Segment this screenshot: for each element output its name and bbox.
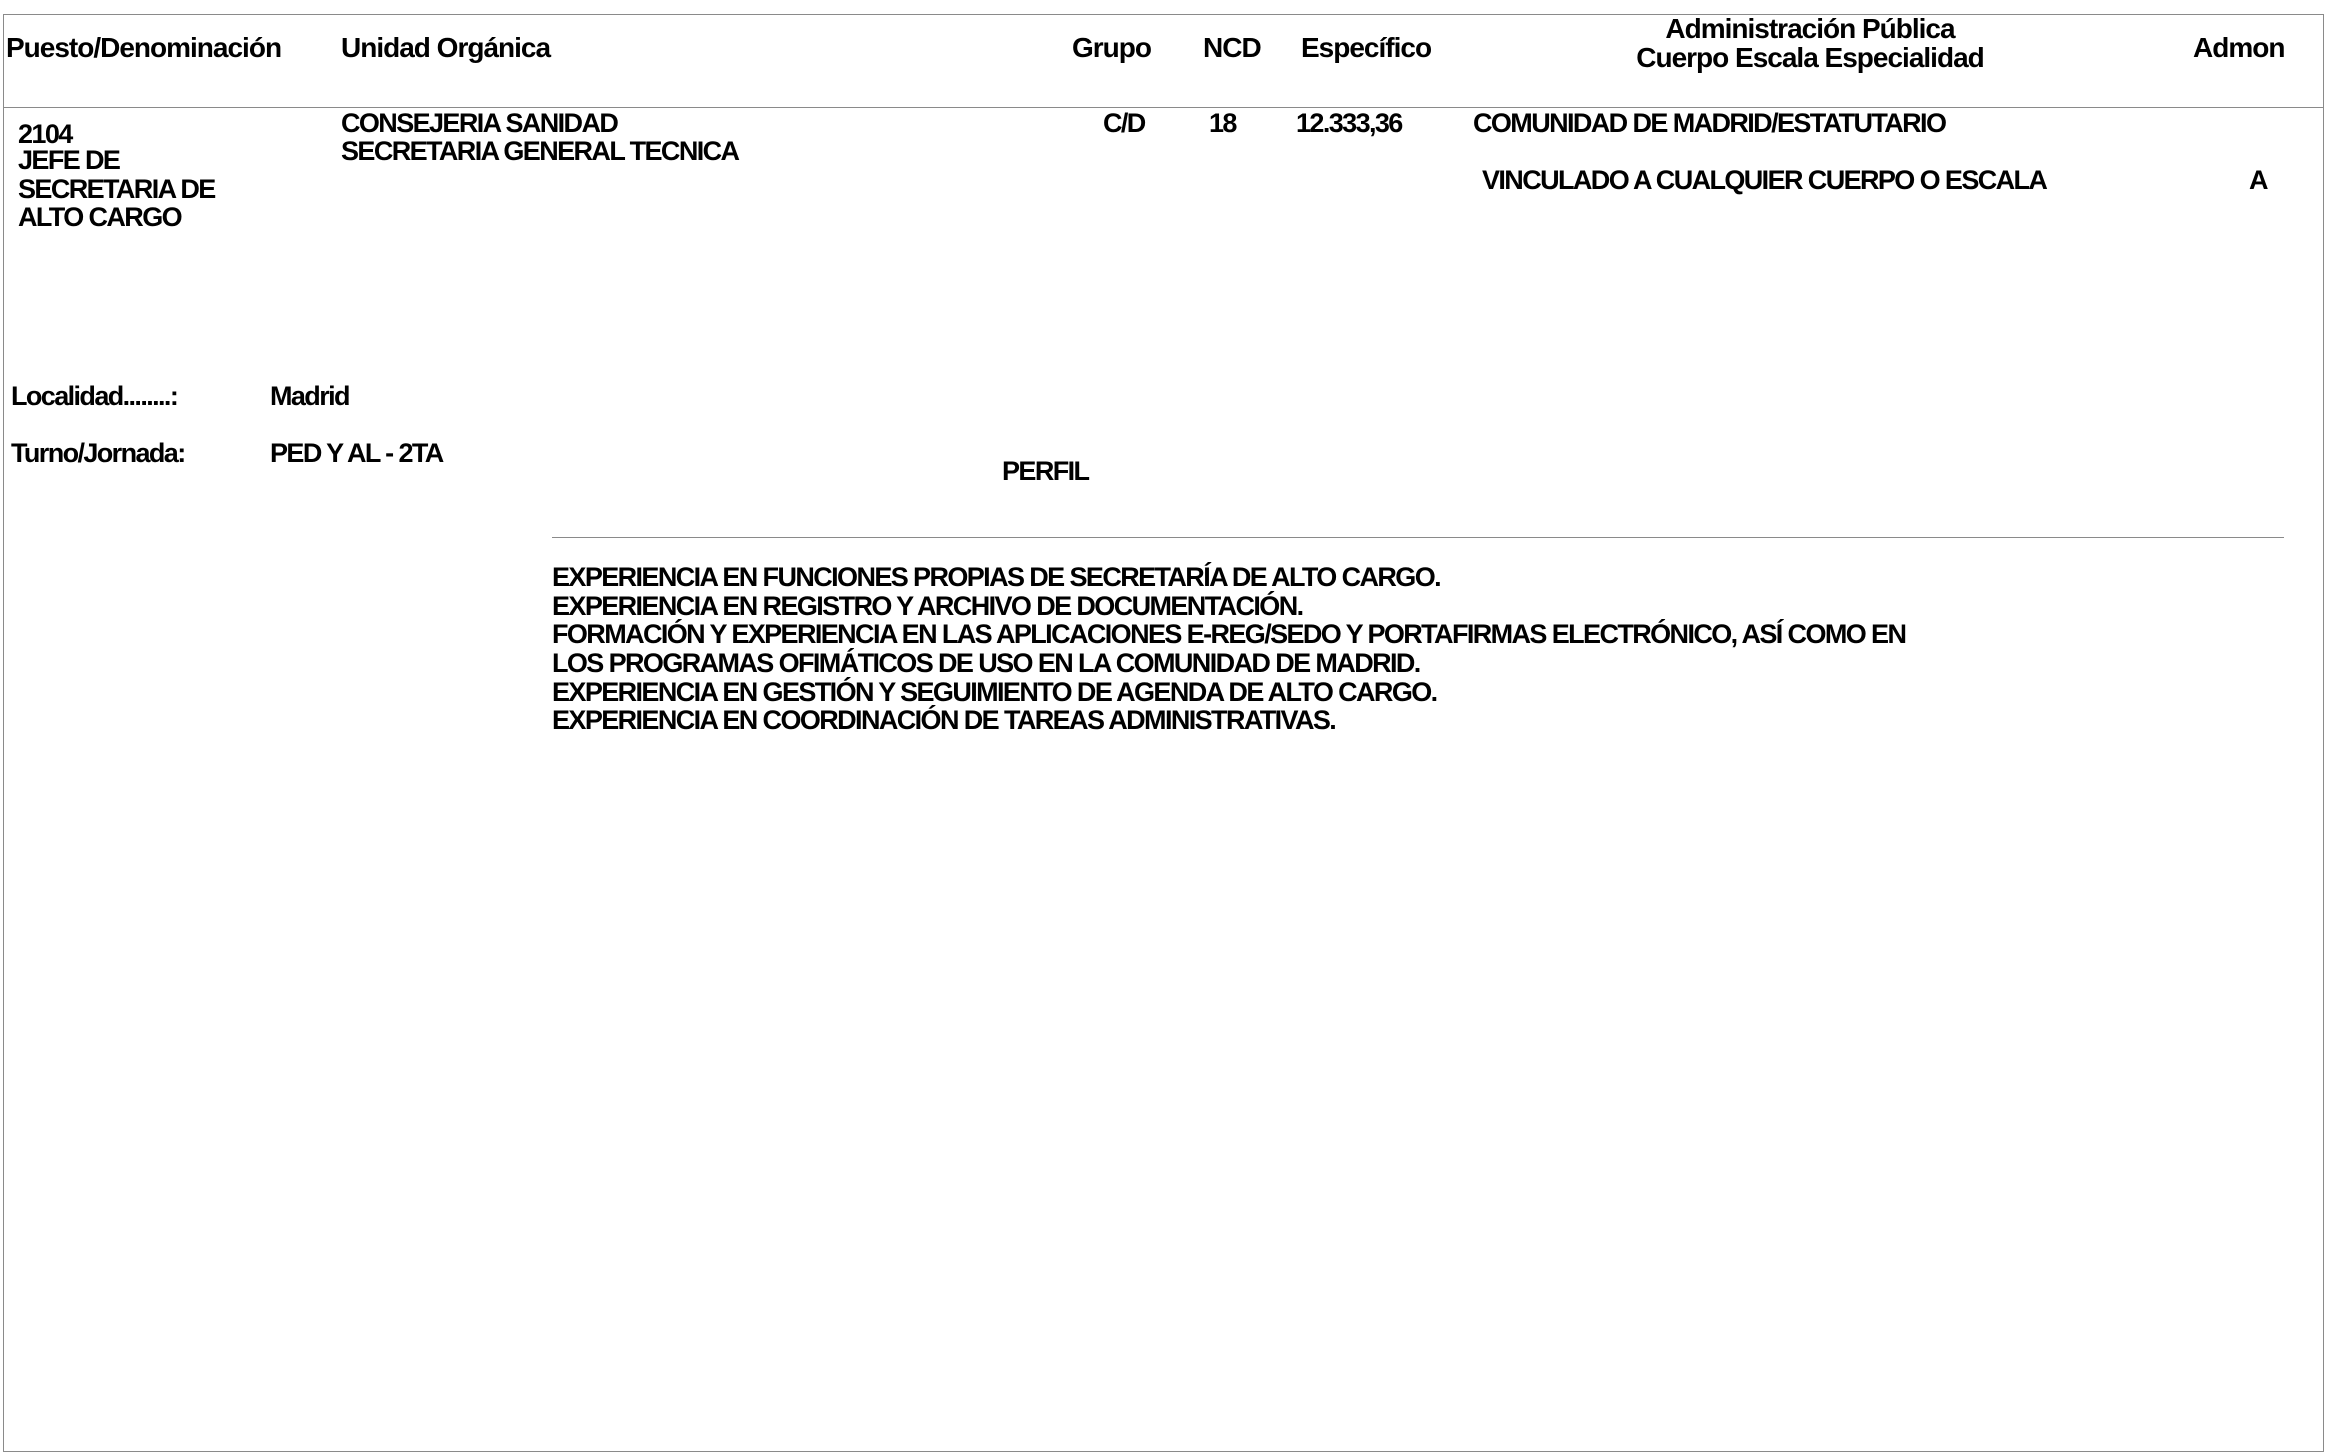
puesto-denominacion-line: ALTO CARGO [18,202,181,232]
perfil-line: EXPERIENCIA EN FUNCIONES PROPIAS DE SECRETARÍA DE ALTO CARGO. [552,562,1441,592]
cuerpo-value: VINCULADO A CUALQUIER CUERPO O ESCALA [1482,165,2047,195]
turno-label: Turno/Jornada: [11,438,185,468]
header-especifico: Específico [1301,32,1432,63]
puesto-codigo: 2104 [18,119,72,149]
unidad-consejeria: CONSEJERIA SANIDAD [341,108,618,138]
perfil-line: EXPERIENCIA EN REGISTRO Y ARCHIVO DE DOCUMENTACIÓN. [552,591,1303,621]
administracion-value: COMUNIDAD DE MADRID/ESTATUTARIO [1473,108,1946,138]
grupo-value: C/D [1103,108,1145,138]
unidad-secretaria: SECRETARIA GENERAL TECNICA [341,136,739,166]
puesto-denominacion-line: JEFE DE [18,145,120,175]
header-unidad: Unidad Orgánica [341,32,551,63]
ncd-value: 18 [1209,108,1236,138]
localidad-label: Localidad........: [11,381,178,411]
perfil-line: LOS PROGRAMAS OFIMÁTICOS DE USO EN LA COMUNIDAD DE MADRID. [552,648,1420,678]
perfil-line: EXPERIENCIA EN COORDINACIÓN DE TAREAS ADMINISTRATIVAS. [552,705,1336,735]
admon-value: A [2249,165,2267,195]
header-cuerpo-escala: Cuerpo Escala Especialidad [1636,42,1984,73]
localidad-value: Madrid [270,381,349,411]
perfil-divider [552,537,2284,538]
perfil-line: EXPERIENCIA EN GESTIÓN Y SEGUIMIENTO DE AGENDA DE ALTO CARGO. [552,677,1437,707]
header-admon: Admon [2193,32,2285,63]
turno-value: PED Y AL - 2TA [270,438,443,468]
header-ncd: NCD [1203,32,1261,63]
especifico-value: 12.333,36 [1296,108,1402,138]
puesto-denominacion-line: SECRETARIA DE [18,174,215,204]
header-grupo: Grupo [1072,32,1151,63]
header-administracion-publica: Administración Pública [1665,13,1955,44]
header-puesto: Puesto/Denominación [6,32,282,63]
perfil-line: FORMACIÓN Y EXPERIENCIA EN LAS APLICACIONES E-REG/SEDO Y PORTAFIRMAS ELECTRÓNICO, ASÍ COMO EN [552,619,1906,649]
perfil-title: PERFIL [1002,456,1089,486]
